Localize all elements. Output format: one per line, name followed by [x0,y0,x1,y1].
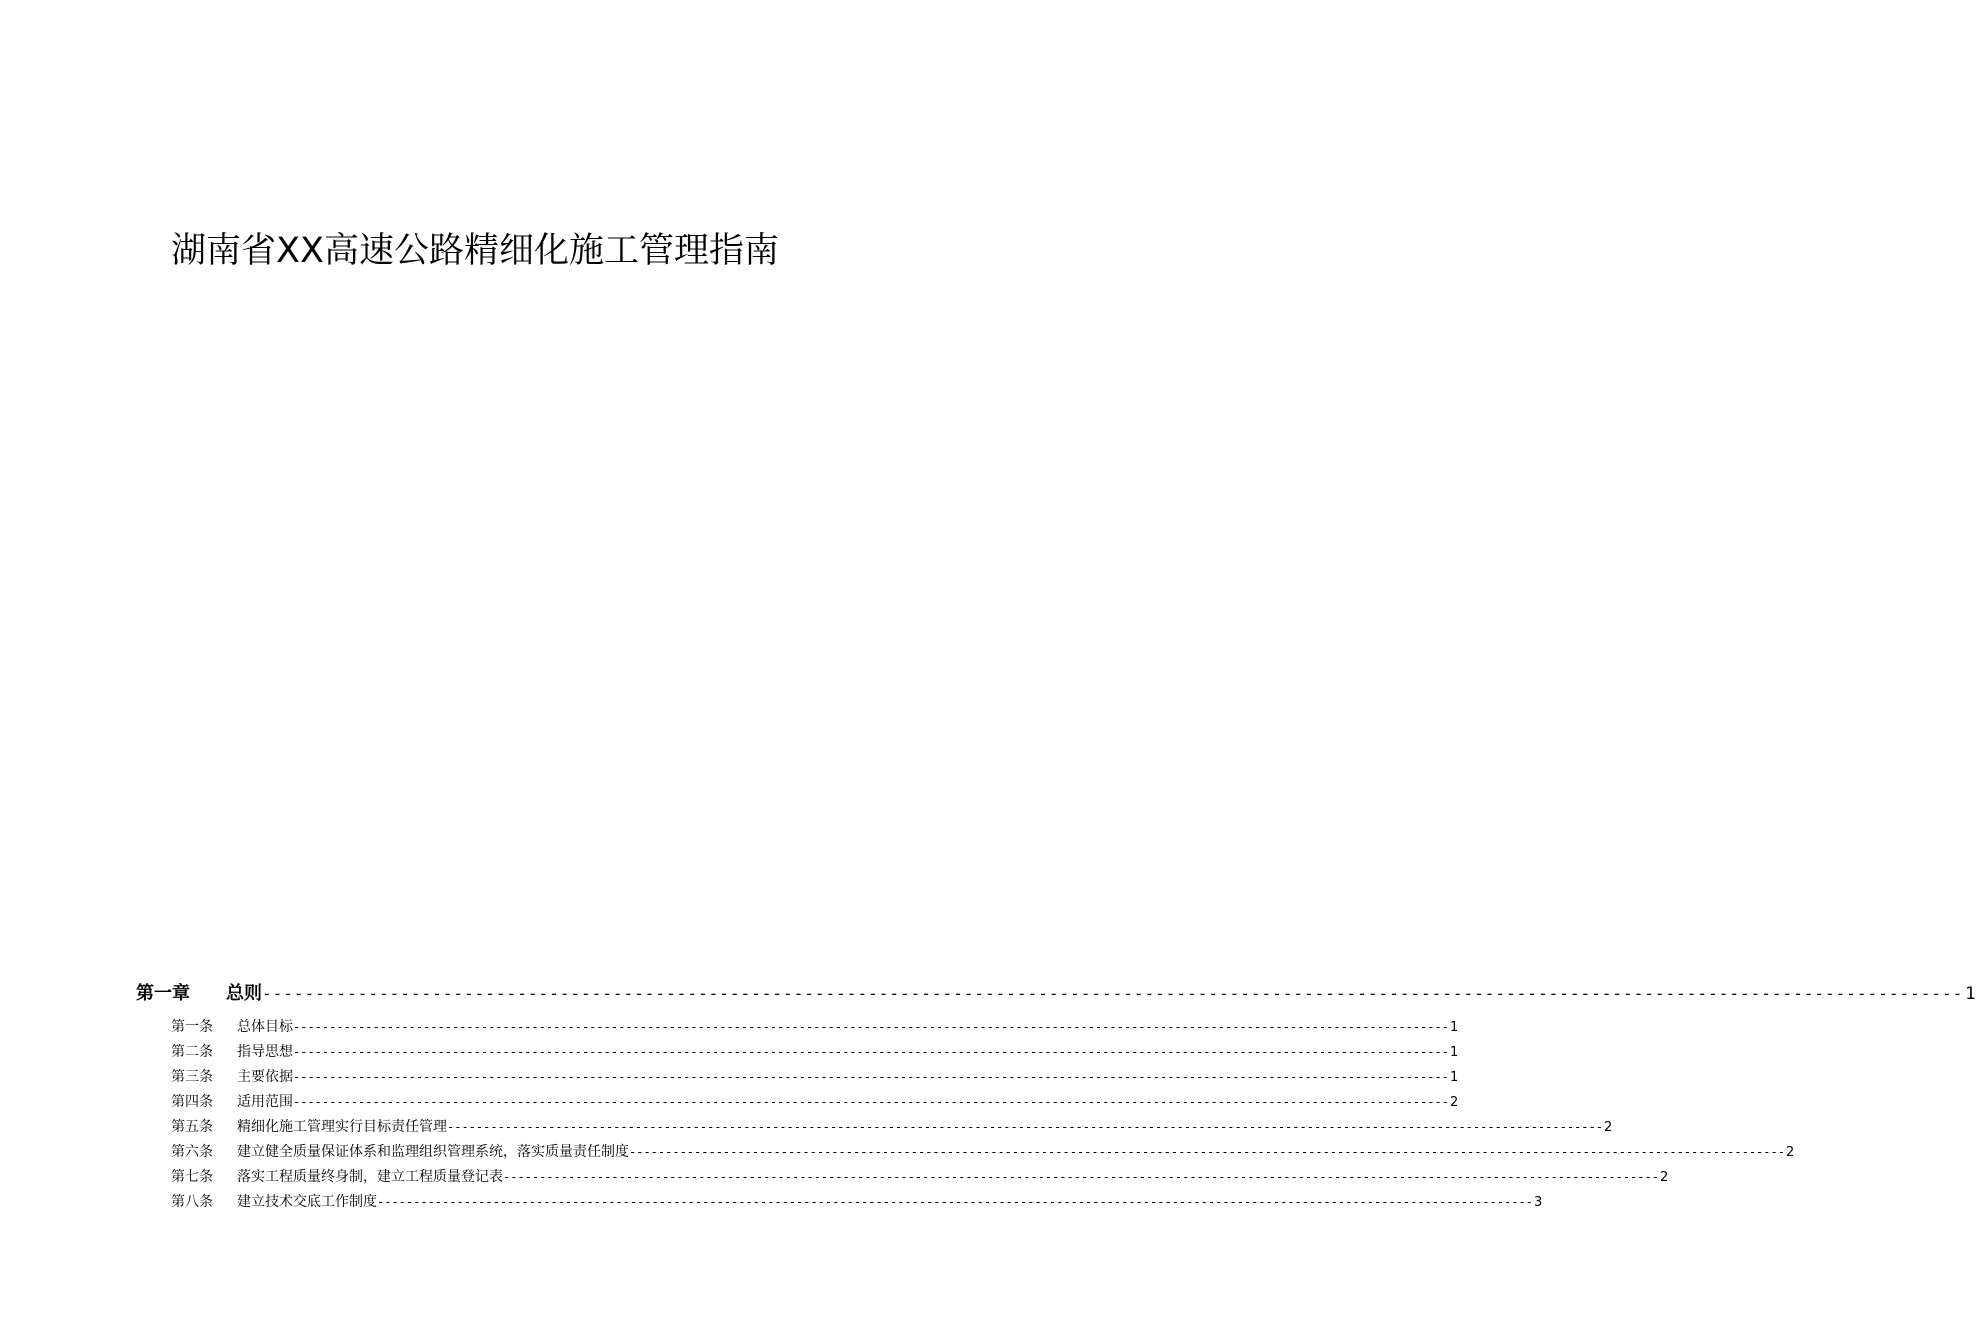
toc-entry-label: 适用范围 [237,1094,293,1110]
toc-dot-leader: ---------------------------------------------------------------------------------------------------------------------------------------------------------------- [503,1170,1659,1184]
toc-dot-leader: ---------------------------------------------------------------------------------------------------------------------------------------------------------------- [262,984,1964,1003]
toc-entry-page: 1 [1449,1045,1459,1060]
toc-entry[interactable] [171,1091,1459,1113]
toc-dot-leader: ---------------------------------------------------------------------------------------------------------------------------------------------------------------- [377,1195,1533,1209]
toc-entry[interactable] [171,1066,1459,1088]
document-title: 湖南省XX高速公路精细化施工管理指南 [171,231,779,271]
toc-dot-leader: ---------------------------------------------------------------------------------------------------------------------------------------------------------------- [629,1145,1785,1159]
toc-entry-page: 3 [1533,1195,1543,1210]
toc-entry-number: 第四条 [171,1094,213,1110]
toc-entry-label: 总体目标 [237,1019,293,1035]
toc-entry-number: 第二条 [171,1044,213,1060]
toc-entry-number: 第八条 [171,1194,213,1210]
toc-entry[interactable] [171,1191,1543,1213]
toc-entry-label: 建立技术交底工作制度 [237,1194,377,1210]
toc-entry-label: 建立健全质量保证体系和监理组织管理系统，落实质量责任制度 [237,1144,629,1160]
toc-entry-page: 1 [1449,1070,1459,1085]
toc-entry-page: 2 [1603,1120,1613,1135]
toc-chapter-page: 1 [1965,984,1976,1004]
toc-entry-label: 落实工程质量终身制，建立工程质量登记表 [237,1169,503,1185]
toc-entry-page: 1 [1449,1020,1459,1035]
toc-dot-leader: ---------------------------------------------------------------------------------------------------------------------------------------------------------------- [293,1020,1449,1034]
toc-entry-label: 指导思想 [237,1044,293,1060]
toc-entry[interactable] [171,1116,1613,1138]
toc-entry[interactable] [171,1141,1795,1163]
toc-chapter-number: 第一章 [136,983,190,1004]
toc-chapter-entry[interactable] [136,979,1976,1009]
toc-entry[interactable] [171,1041,1459,1063]
toc-dot-leader: ---------------------------------------------------------------------------------------------------------------------------------------------------------------- [293,1095,1449,1109]
toc-dot-leader: ---------------------------------------------------------------------------------------------------------------------------------------------------------------- [293,1045,1449,1059]
toc-dot-leader: ---------------------------------------------------------------------------------------------------------------------------------------------------------------- [293,1070,1449,1084]
toc-entry[interactable] [171,1016,1459,1038]
toc-dot-leader: ---------------------------------------------------------------------------------------------------------------------------------------------------------------- [447,1120,1603,1134]
toc-entry-label: 精细化施工管理实行目标责任管理 [237,1119,447,1135]
toc-entry-number: 第三条 [171,1069,213,1085]
toc-entry-number: 第一条 [171,1019,213,1035]
toc-entry[interactable] [171,1166,1669,1188]
toc-chapter-label: 总则 [226,983,262,1004]
toc-entry-number: 第五条 [171,1119,213,1135]
toc-entry-page: 2 [1449,1095,1459,1110]
toc-entry-label: 主要依据 [237,1069,293,1085]
toc-entry-number: 第七条 [171,1169,213,1185]
toc-entry-page: 2 [1785,1145,1795,1160]
toc-entry-page: 2 [1659,1170,1669,1185]
toc-entry-number: 第六条 [171,1144,213,1160]
